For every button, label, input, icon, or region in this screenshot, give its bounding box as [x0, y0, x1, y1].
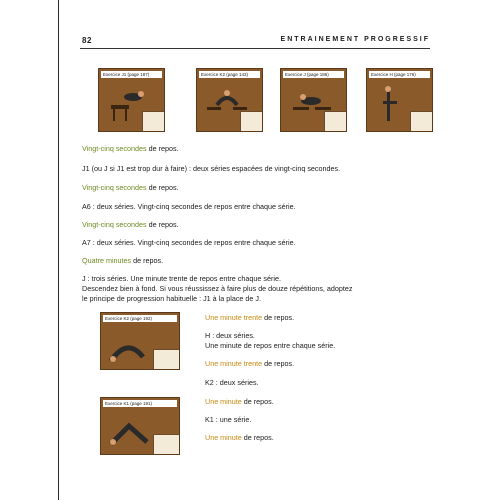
exercise-figure-image	[107, 327, 157, 367]
page-gutter	[0, 0, 58, 500]
thumbnail-label: Exercice K2 (page 143)	[199, 71, 260, 78]
rest-line-4	[82, 256, 163, 265]
instruction-k1: K1 : une série.	[205, 415, 252, 424]
instruction-j1: J1 (ou J si J1 est trop dur à faire) : deux séries espacées de vingt-cinq secondes.	[82, 164, 341, 173]
rest-duration: Une minute trente	[205, 313, 263, 322]
rest-text: de repos.	[241, 397, 274, 406]
rest-duration: Quatre minutes	[82, 256, 132, 265]
exercise-thumbnail-j	[280, 68, 347, 132]
thumbnail-label: Exercice J (page 186)	[283, 71, 344, 78]
advice-line-2: le principe de progression habituelle : J1 à la place de J.	[82, 294, 261, 303]
instruction-j: J : trois séries. Une minute trente de repos entre chaque série.	[82, 274, 281, 283]
running-head: ENTRAINEMENT PROGRESSIF	[280, 36, 430, 43]
rest-duration: Vingt-cinq secondes	[82, 183, 147, 192]
exercise-inset-image	[410, 111, 433, 132]
thumbnail-label: Exercice K1 (page 191)	[103, 400, 177, 407]
exercise-thumbnail-j1	[98, 68, 165, 132]
exercise-inset-image	[240, 111, 263, 132]
rest-text: de repos.	[131, 256, 164, 265]
thumbnail-label: Exercice K2 (page 192)	[103, 315, 177, 322]
rest-text: de repos.	[262, 313, 295, 322]
rest-line-2	[82, 183, 179, 192]
rest-line-6	[205, 359, 294, 368]
exercise-thumbnail-k2	[196, 68, 263, 132]
exercise-thumbnail-h	[366, 68, 433, 132]
exercise-thumbnail-k1	[100, 397, 180, 455]
instruction-h-rest: Une minute de repos entre chaque série.	[205, 341, 336, 350]
rest-line-8	[205, 433, 274, 442]
rest-duration: Vingt-cinq secondes	[82, 144, 147, 153]
instruction-a6: A6 : deux séries. Vingt-cinq secondes de repos entre chaque série.	[82, 202, 296, 211]
exercise-inset-image	[153, 434, 180, 455]
rest-duration: Une minute	[205, 433, 242, 442]
exercise-thumbnail-k2-lower	[100, 312, 180, 370]
rest-line-3	[82, 220, 179, 229]
rest-line-1	[82, 144, 179, 153]
gutter-rule	[58, 0, 59, 500]
rest-line-7	[205, 397, 274, 406]
thumbnail-label: Exercice H (page 176)	[369, 71, 430, 78]
instruction-h: H : deux séries.	[205, 331, 255, 340]
rest-line-5	[205, 313, 294, 322]
rest-text: de repos.	[262, 359, 295, 368]
instruction-a7: A7 : deux séries. Vingt-cinq secondes de repos entre chaque série.	[82, 238, 296, 247]
exercise-inset-image	[153, 349, 180, 370]
exercise-figure-image	[107, 412, 157, 452]
thumbnail-label: Exercice J1 (page 187)	[101, 71, 162, 78]
instruction-k2: K2 : deux séries.	[205, 378, 259, 387]
rest-duration: Une minute	[205, 397, 242, 406]
header-rule	[80, 48, 430, 49]
rest-duration: Vingt-cinq secondes	[82, 220, 147, 229]
rest-text: de repos.	[146, 220, 179, 229]
exercise-inset-image	[142, 111, 165, 132]
exercise-inset-image	[324, 111, 347, 132]
advice-line-1: Descendez bien à fond. Si vous réussissez à faire plus de douze répétitions, adoptez	[82, 284, 353, 293]
rest-text: de repos.	[146, 183, 179, 192]
page-number: 82	[82, 36, 92, 45]
rest-text: de repos.	[241, 433, 274, 442]
rest-duration: Une minute trente	[205, 359, 263, 368]
rest-text: de repos.	[146, 144, 179, 153]
